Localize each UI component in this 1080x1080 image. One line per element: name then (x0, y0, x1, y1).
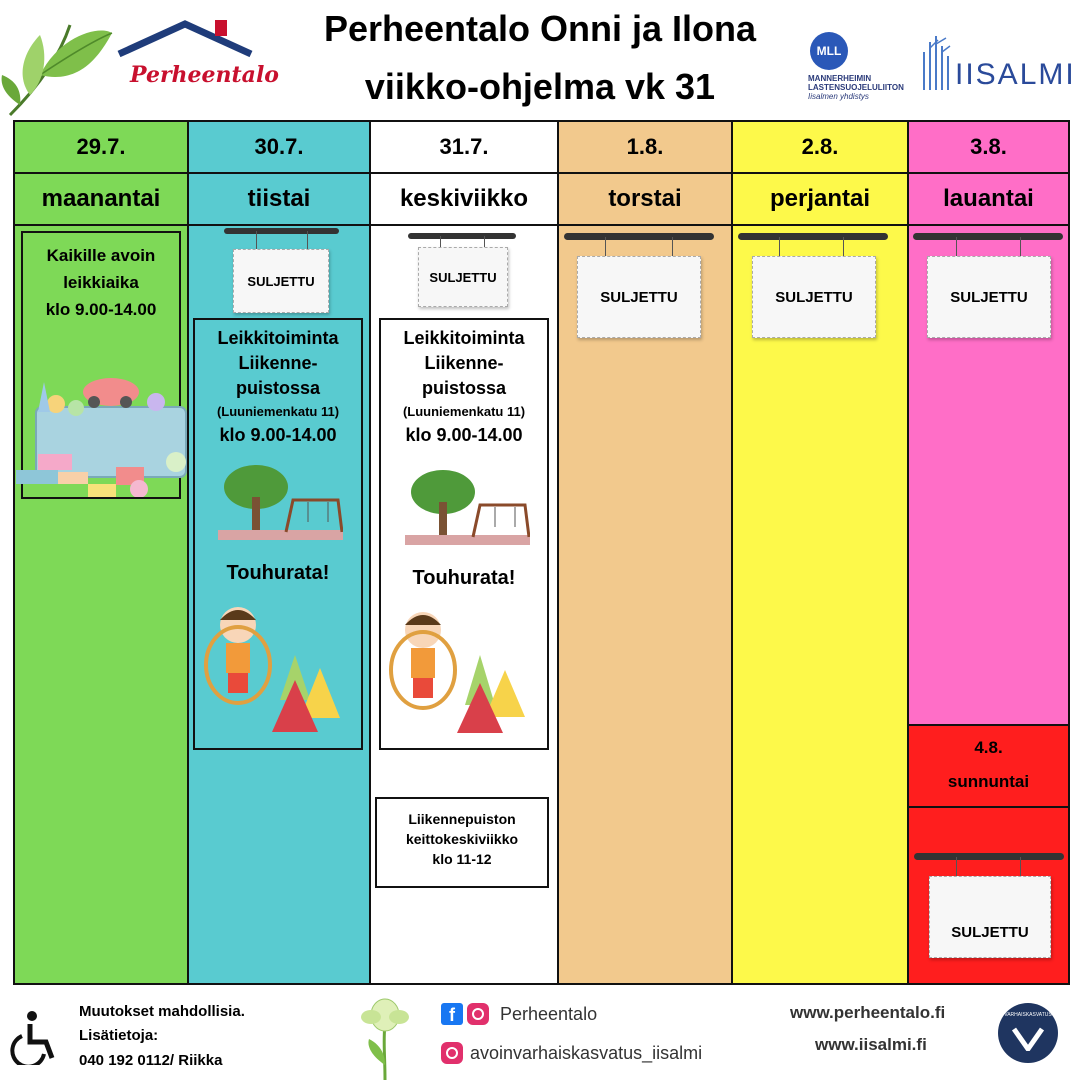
wednesday-closed-sign: SULJETTU (418, 247, 508, 307)
day-column-friday (731, 120, 909, 985)
day-name: sunnuntai (947, 772, 1030, 791)
day-column-thursday (557, 120, 733, 985)
wheelchair-accessibility-icon (10, 1010, 62, 1065)
wednesday-address: (Luuniemenkatu 11) (402, 404, 526, 419)
sunday-header (909, 726, 1068, 808)
tuesday-line3: puistossa (235, 378, 321, 398)
day-name: perjantai (733, 174, 907, 226)
day-date: 2.8. (733, 122, 907, 174)
sign-rod (914, 853, 1064, 860)
soup-line3: klo 11-12 (432, 851, 492, 867)
instagram-account-link[interactable]: avoinvarhaiskasvatus_iisalmi (470, 1043, 703, 1063)
day-name: tiistai (189, 174, 369, 226)
seal-text: VARHAISKASVATUS (1004, 1012, 1052, 1018)
perheentalo-logo: Perheentalo (130, 62, 279, 88)
thursday-closed-sign: SULJETTU (577, 256, 701, 338)
mll-line2: LASTENSUOJELULIITON (808, 83, 904, 92)
monday-line2: leikkiaika (63, 273, 139, 292)
perheentalo-website-link[interactable]: www.perheentalo.fi (790, 1003, 946, 1022)
facebook-page-link[interactable]: Perheentalo (500, 1004, 598, 1024)
instagram-icon[interactable] (467, 1003, 489, 1025)
sign-rod (564, 233, 714, 240)
page-subtitle: viikko-ohjelma vk 31 (364, 66, 716, 107)
sign-rod (224, 228, 339, 234)
tuesday-cta: Touhurata! (226, 562, 330, 584)
tuesday-time: klo 9.00-14.00 (219, 425, 337, 445)
iisalmi-logo: IISALMI (955, 58, 1076, 91)
iisalmi-website-link[interactable]: www.iisalmi.fi (815, 1035, 927, 1054)
flower-decoration-icon (355, 995, 420, 1080)
day-date: 3.8. (909, 122, 1068, 174)
tuesday-line1: Leikkitoiminta (217, 328, 339, 348)
soup-line1: Liikennepuiston (408, 811, 516, 827)
mll-logo-icon: MLL (810, 32, 848, 70)
wednesday-soup-box (375, 797, 549, 888)
monday-line3: klo 9.00-14.00 (45, 300, 157, 319)
park-tree-swing-icon (405, 467, 530, 547)
tuesday-line2: Liikenne- (238, 353, 318, 373)
mll-line1: MANNERHEIMIN (808, 74, 872, 83)
tuesday-closed-sign: SULJETTU (233, 249, 329, 313)
wednesday-line1: Leikkitoiminta (403, 328, 525, 348)
day-name: torstai (559, 174, 731, 226)
wednesday-line3: puistossa (421, 378, 507, 398)
seal-logo-icon (998, 1003, 1058, 1063)
toy-box-icon (16, 372, 190, 497)
mll-line3: Iisalmen yhdistys (808, 92, 869, 101)
kid-hoop-cones-icon (385, 605, 545, 740)
day-date: 1.8. (559, 122, 731, 174)
day-date: 4.8. (974, 738, 1003, 757)
iisalmi-tree-icon (918, 32, 954, 92)
day-date: 29.7. (15, 122, 187, 174)
day-name: maanantai (15, 174, 187, 226)
footer-note: Muutokset mahdollisia. (79, 1003, 245, 1020)
kid-hoop-cones-icon (200, 600, 360, 740)
soup-line2: keittokeskiviikko (405, 831, 519, 847)
instagram-icon[interactable] (441, 1042, 463, 1064)
sign-rod (408, 233, 516, 239)
day-name: lauantai (909, 174, 1068, 226)
saturday-closed-sign: SULJETTU (927, 256, 1051, 338)
day-date: 31.7. (371, 122, 557, 174)
facebook-icon[interactable]: f (441, 1003, 463, 1025)
friday-closed-sign: SULJETTU (752, 256, 876, 338)
sign-rod (913, 233, 1063, 240)
wednesday-line2: Liikenne- (424, 353, 504, 373)
footer-info-label: Lisätietoja: (79, 1027, 159, 1044)
sign-rod (738, 233, 888, 240)
day-name: keskiviikko (371, 174, 557, 226)
monday-line1: Kaikille avoin (46, 246, 156, 265)
wednesday-cta: Touhurata! (412, 567, 516, 589)
page-title: Perheentalo Onni ja Ilona (323, 8, 757, 49)
sunday-closed-sign: SULJETTU (929, 876, 1051, 958)
perheentalo-roof-icon (115, 18, 255, 58)
leaf-decoration-icon (0, 15, 115, 120)
footer-phone: 040 192 0112/ Riikka (79, 1052, 223, 1069)
day-date: 30.7. (189, 122, 369, 174)
tuesday-address: (Luuniemenkatu 11) (216, 404, 340, 419)
park-tree-swing-icon (218, 462, 343, 542)
wednesday-time: klo 9.00-14.00 (405, 425, 523, 445)
